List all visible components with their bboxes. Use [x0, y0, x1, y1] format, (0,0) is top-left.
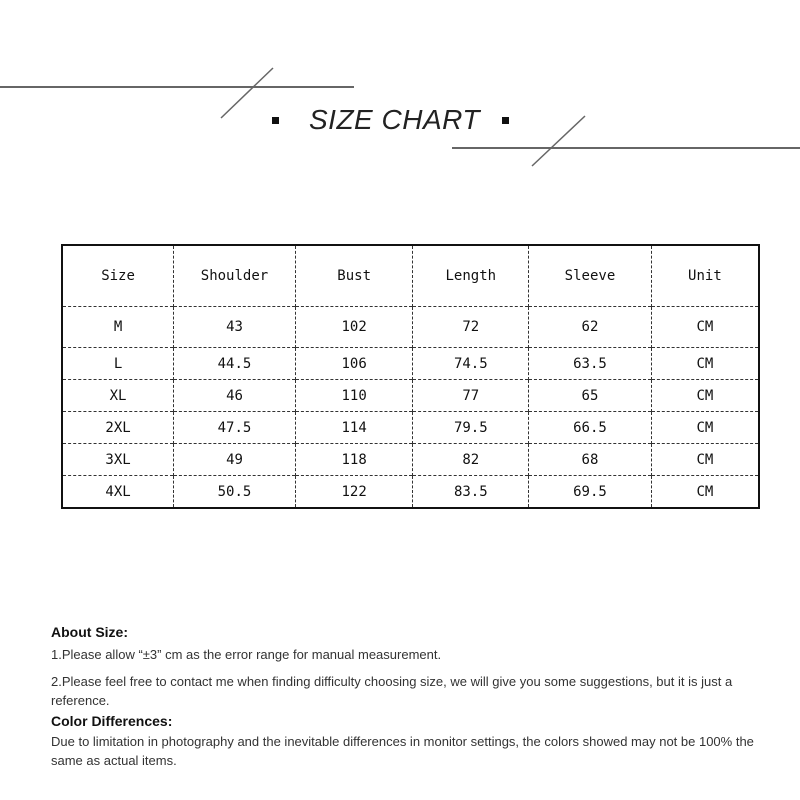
- color-differences-text: Due to limitation in photography and the inevitable differences in monitor settings, the colors showed may not be 100% the same as actual items.: [51, 734, 754, 768]
- right-slash-line: [532, 116, 585, 166]
- table-cell: 74.5: [413, 348, 529, 380]
- table-cell: CM: [651, 476, 759, 509]
- column-header-length: Length: [413, 245, 529, 307]
- table-cell: M: [62, 307, 174, 348]
- table-cell: 63.5: [529, 348, 652, 380]
- table-cell: CM: [651, 380, 759, 412]
- table-cell: CM: [651, 307, 759, 348]
- table-cell: CM: [651, 444, 759, 476]
- table-cell: 3XL: [62, 444, 174, 476]
- color-differences-heading: Color Differences:: [51, 713, 173, 729]
- table-cell: 49: [174, 444, 296, 476]
- notes-section: [51, 622, 771, 770]
- table-cell: XL: [62, 380, 174, 412]
- table-cell: 47.5: [174, 412, 296, 444]
- table-cell: 4XL: [62, 476, 174, 509]
- table-cell: 69.5: [529, 476, 652, 509]
- table-row: [62, 444, 759, 476]
- table-cell: 83.5: [413, 476, 529, 509]
- table-cell: 62: [529, 307, 652, 348]
- table-header-row: [62, 245, 759, 307]
- table-row: [62, 307, 759, 348]
- square-bullet-icon: [272, 117, 279, 124]
- table-cell: 79.5: [413, 412, 529, 444]
- table-cell: 110: [295, 380, 413, 412]
- table-cell: 102: [295, 307, 413, 348]
- column-header-sleeve: Sleeve: [529, 245, 652, 307]
- table-row: [62, 476, 759, 509]
- table-cell: 68: [529, 444, 652, 476]
- column-header-bust: Bust: [295, 245, 413, 307]
- left-slash-line: [221, 68, 273, 118]
- table-cell: 122: [295, 476, 413, 509]
- table-cell: 66.5: [529, 412, 652, 444]
- table-cell: CM: [651, 412, 759, 444]
- column-header-unit: Unit: [651, 245, 759, 307]
- size-table: [61, 244, 760, 509]
- table-cell: 114: [295, 412, 413, 444]
- table-cell: 43: [174, 307, 296, 348]
- table-cell: 77: [413, 380, 529, 412]
- table-cell: 106: [295, 348, 413, 380]
- about-size-line-1: 1.Please allow “±3” cm as the error range for manual measurement.: [51, 647, 442, 662]
- table-cell: 82: [413, 444, 529, 476]
- table-row: [62, 380, 759, 412]
- table-cell: L: [62, 348, 174, 380]
- table-cell: CM: [651, 348, 759, 380]
- table-cell: 50.5: [174, 476, 296, 509]
- table-cell: 2XL: [62, 412, 174, 444]
- column-header-shoulder: Shoulder: [174, 245, 296, 307]
- table-cell: 46: [174, 380, 296, 412]
- table-row: [62, 412, 759, 444]
- table-cell: 65: [529, 380, 652, 412]
- table-cell: 72: [413, 307, 529, 348]
- table-row: [62, 348, 759, 380]
- title-block: [272, 100, 532, 140]
- table-body: [62, 307, 759, 509]
- square-bullet-icon: [502, 117, 509, 124]
- about-size-heading: About Size:: [51, 624, 128, 640]
- column-header-size: Size: [101, 268, 135, 284]
- table-cell: 44.5: [174, 348, 296, 380]
- table-cell: 118: [295, 444, 413, 476]
- page-title: SIZE CHART: [309, 104, 480, 135]
- about-size-line-2: 2.Please feel free to contact me when finding difficulty choosing size, we will give you some suggestions, but it is just a reference.: [51, 674, 733, 708]
